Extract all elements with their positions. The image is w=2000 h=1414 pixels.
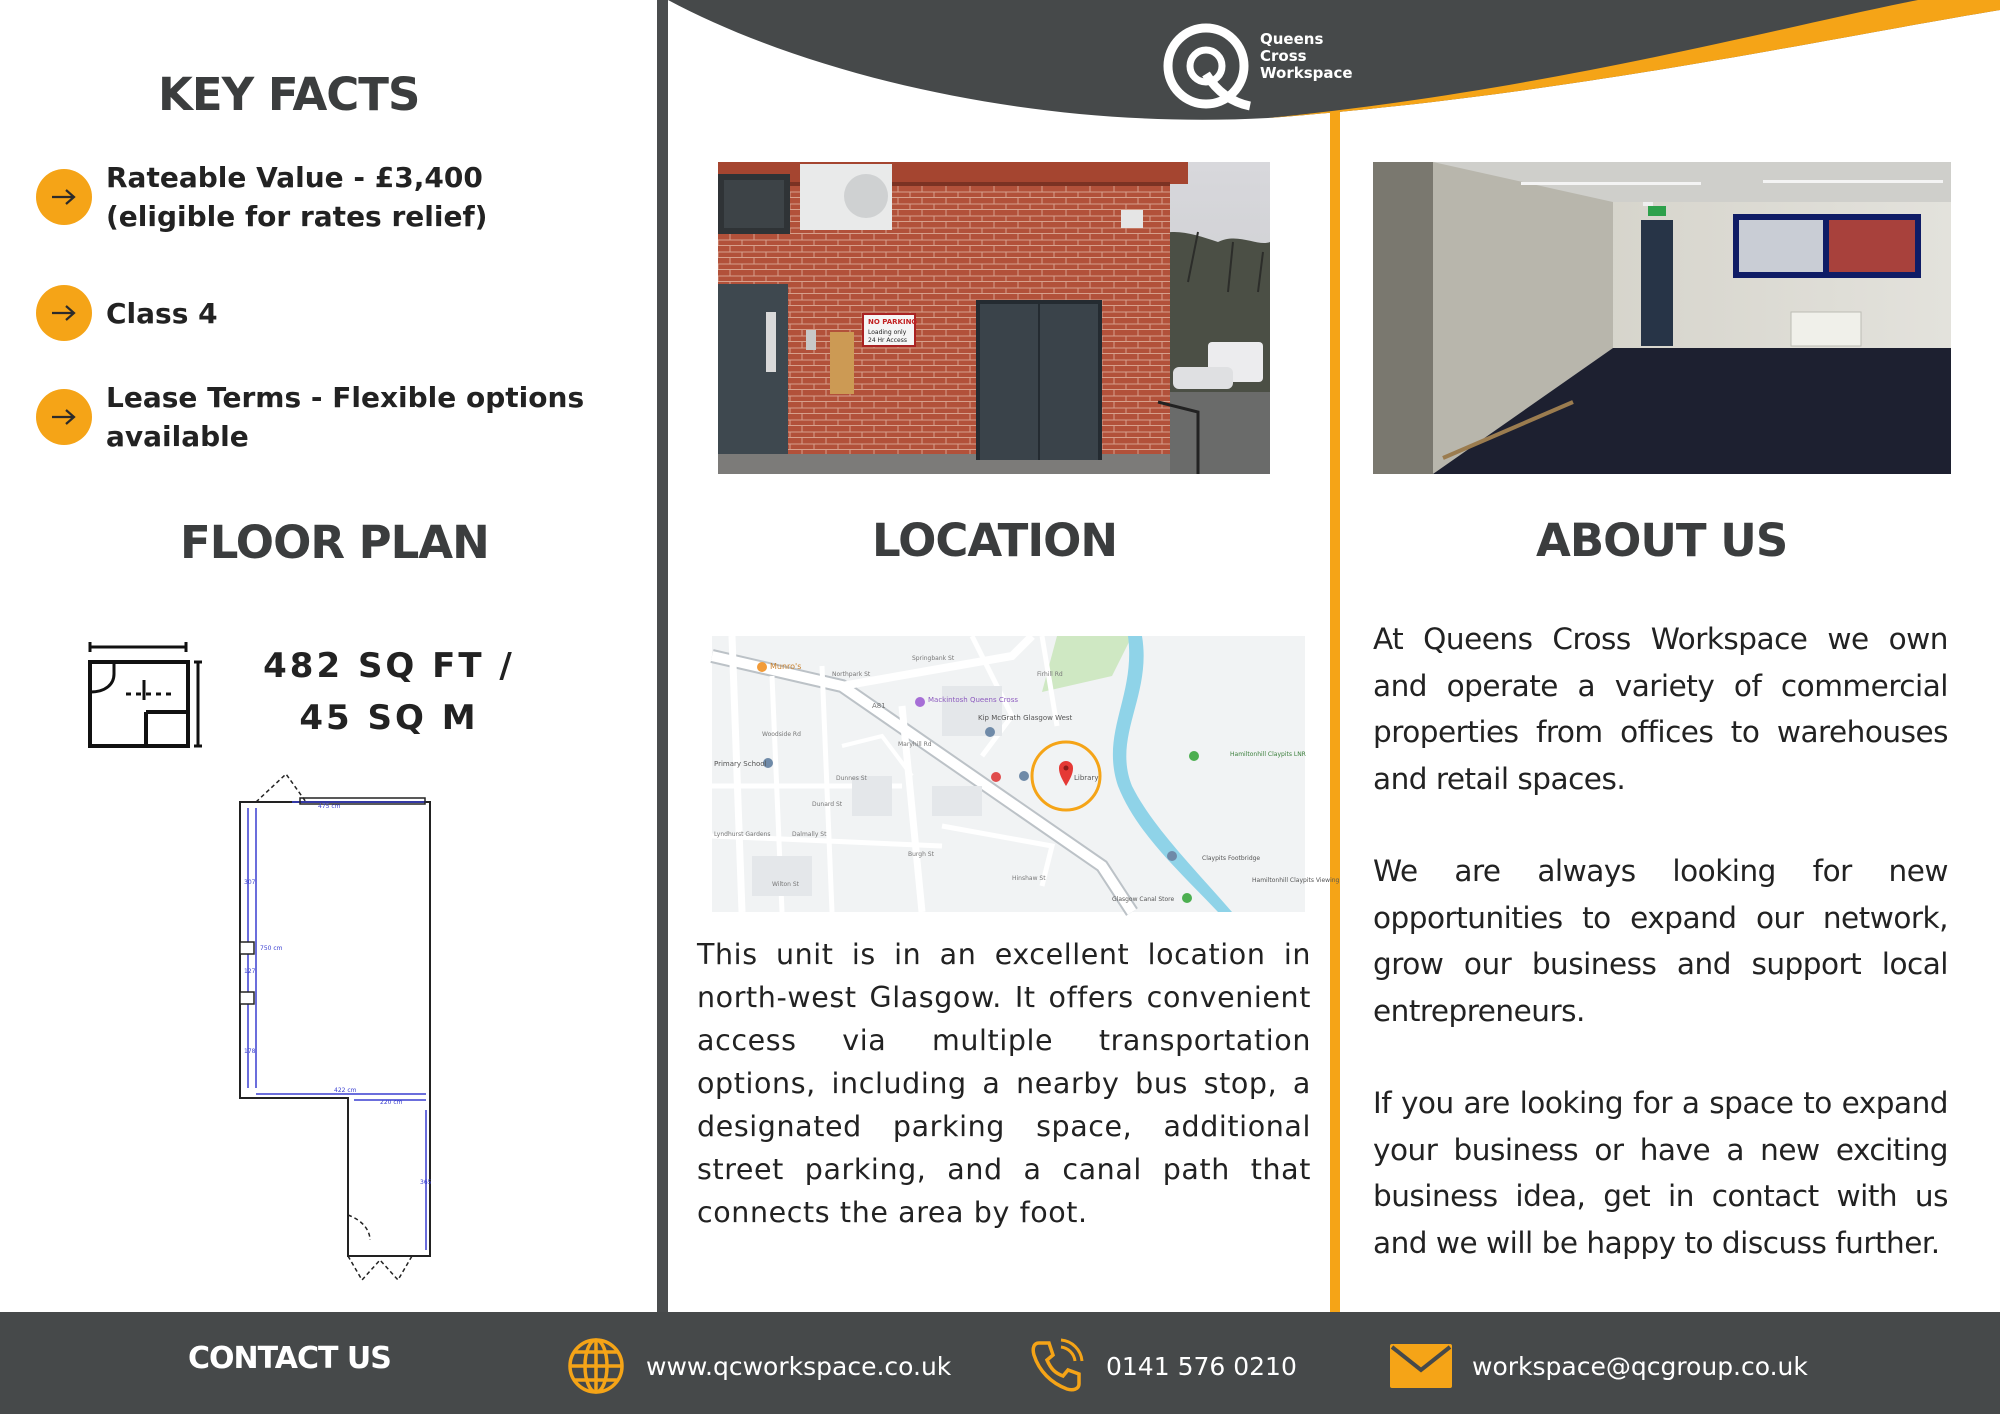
map-label: Dalmally St [792, 831, 827, 838]
sign-text: Loading only [868, 329, 907, 336]
dimension-label: 422 cm [334, 1087, 357, 1094]
map-label: Maryhill Rd [898, 741, 932, 748]
map-label: Burgh St [908, 851, 934, 858]
map-label: Library [1074, 774, 1099, 782]
arrow-right-icon [36, 389, 92, 445]
floor-plan-icon [86, 640, 208, 748]
column-divider [657, 0, 668, 1312]
about-text [1373, 616, 1948, 1312]
brand-name: Queens Cross Workspace [1260, 30, 1353, 82]
map-label: Glasgow Canal Store [1112, 896, 1175, 903]
key-fact-text: Rateable Value - £3,400 (eligible for rates relief) [106, 161, 488, 233]
map-label: Firhill Rd [1037, 671, 1063, 678]
map-label: Woodside Rd [762, 731, 801, 738]
phone-text[interactable]: 0141 576 0210 [1106, 1351, 1297, 1381]
location-map [712, 636, 1340, 912]
floor-plan-title: FLOOR PLAN [180, 516, 489, 569]
map-label: Northpark St [832, 671, 871, 678]
map-label: Primary School [714, 760, 767, 768]
map-label: Dunnes St [836, 775, 867, 782]
globe-icon [566, 1338, 626, 1394]
dimension-label: 365 [420, 1179, 432, 1186]
key-fact-rateable-value [36, 158, 487, 236]
key-fact-text: Class 4 [106, 296, 218, 330]
map-label: Dunard St [812, 801, 843, 808]
floor-area: 482 SQ FT / 45 SQ M [263, 646, 515, 738]
dimension-label: 307 [244, 879, 256, 886]
about-paragraph: At Queens Cross Workspace we own and operate a variety of commercial properties from offices to warehouses and retail spaces. [1373, 622, 1948, 796]
map-label: Mackintosh Queens Cross [928, 696, 1019, 704]
website-link[interactable] [566, 1338, 951, 1394]
dimension-label: 178 [244, 1048, 256, 1055]
floor-plan-drawing [230, 770, 450, 1290]
key-facts-title: KEY FACTS [158, 68, 420, 121]
dimension-label: 475 cm [318, 803, 341, 810]
email-link[interactable] [1390, 1338, 1808, 1394]
building-exterior-photo [718, 162, 1270, 474]
map-label: Lyndhurst Gardens [714, 831, 771, 838]
dimension-label: 220 cm [380, 1099, 403, 1106]
location-title: LOCATION [872, 514, 1118, 567]
website-text[interactable]: www.qcworkspace.co.uk [646, 1351, 952, 1381]
map-label: Claypits Footbridge [1202, 855, 1261, 862]
map-label: Springbank St [912, 655, 955, 662]
map-label: Hamiltonhill Claypits Viewing [1252, 877, 1340, 884]
email-text[interactable]: workspace@qcgroup.co.uk [1472, 1351, 1808, 1381]
dimension-label: 750 cm [260, 945, 283, 952]
key-fact-class [36, 285, 218, 341]
column-divider-accent [1330, 112, 1340, 1312]
phone-icon [1026, 1338, 1086, 1394]
phone-link[interactable] [1026, 1338, 1297, 1394]
map-label: A81 [872, 702, 886, 710]
key-fact-text: Lease Terms - Flexible options available [106, 381, 585, 453]
no-parking-sign: NO PARKING [868, 318, 918, 326]
map-label: Hinshaw St [1012, 875, 1046, 882]
about-paragraph: If you are looking for a space to expand your business or have a new exciting business idea, get in contact with us and we will be happy to discuss further. [1373, 1086, 1948, 1260]
arrow-right-icon [36, 169, 92, 225]
map-label: Munro's [770, 662, 802, 671]
interior-photo [1373, 162, 1951, 474]
arrow-right-icon [36, 285, 92, 341]
dimension-label: 127 [244, 968, 256, 975]
map-label: Kip McGrath Glasgow West [978, 714, 1073, 722]
map-label: Hamiltonhill Claypits LNR [1230, 751, 1306, 758]
map-label: Wilton St [772, 881, 800, 888]
location-description: This unit is in an excellent location in north-west Glasgow. It offers convenient access via multiple transportation options, including a nearby bus stop, a designated parking space, additional street parking, and a canal path that connects the area by foot. [697, 938, 1311, 1229]
contact-title: CONTACT US [188, 1341, 391, 1376]
about-paragraph: We are always looking for new opportunities to expand our network, grow our business and support local entrepreneurs. [1373, 854, 1948, 1028]
mail-icon [1390, 1338, 1452, 1394]
key-fact-lease-terms [36, 378, 584, 456]
sign-text: 24 Hr Access [868, 337, 907, 344]
about-title: ABOUT US [1536, 514, 1788, 567]
